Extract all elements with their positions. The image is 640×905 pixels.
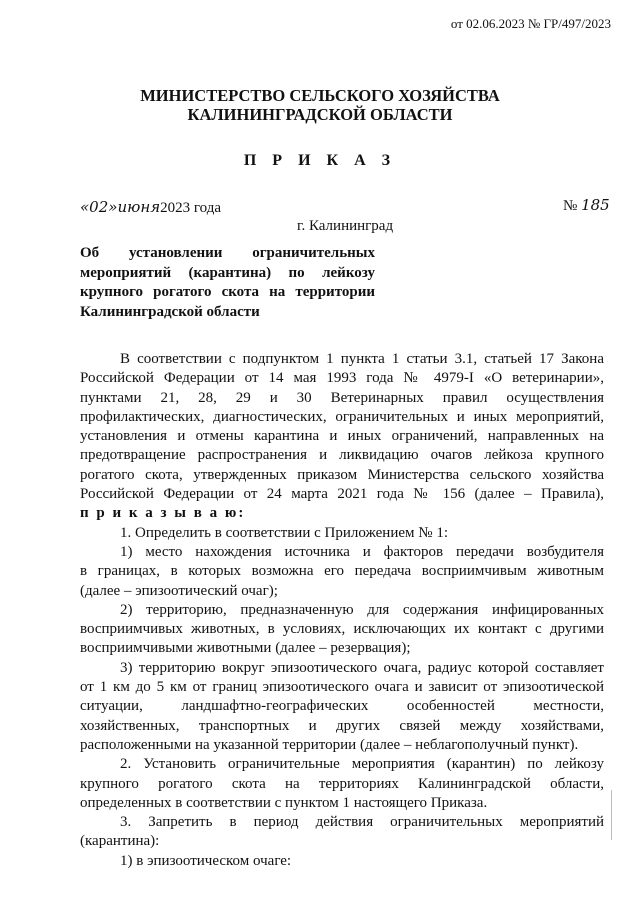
subject-line: Об установлении ограничительных [80,245,375,261]
item-2-line: крупного рогатого скота на территориях Калининградской области, [80,775,604,792]
item-1-3-line: 3) территорию вокруг эпизоотического очага, радиус которой составляет [120,659,604,676]
item-2-line: определенных в соответствии с пунктом 1 настоящего Приказа. [80,794,488,811]
prikazyvayu-word: п р и к а з ы в а ю: [80,505,246,522]
subject-line: Калининградской области [80,303,260,320]
item-1-3-line: ситуации, ландшафтно-географических особенностей местности, [80,698,604,715]
ministry-line-1: МИНИСТЕРСТВО СЕЛЬСКОГО ХОЗЯЙСТВА [140,86,500,105]
item-1-1-line: (далее – эпизоотический очаг); [80,582,278,599]
item-2-line: 2. Установить ограничительные мероприятия (карантин) по лейкозу [120,756,604,773]
document-reference: от 02.06.2023 № ГР/497/2023 [450,16,611,31]
order-title: П Р И К А З [243,152,397,169]
order-number-value: 185 [581,196,610,214]
paragraph-line: В соответствии с подпунктом 1 пункта 1 статьи 3.1, статьей 17 Закона [120,351,604,367]
item-1-1-line: в границах, в которых возможна его передача восприимчивым животным [80,563,604,580]
item-1-3-line: от 1 км до 5 км от границ эпизоотического очага и зависит от эпизоотической [80,679,604,696]
subject-line: мероприятий (карантина) по лейкозу [80,264,375,281]
subject-line: крупного рогатого скота на территории [80,284,375,300]
order-date [80,198,221,217]
order-number-prefix: № [563,198,578,214]
order-body [80,350,604,871]
order-number [563,196,610,215]
item-1-2-line: восприимчивыми животными (далее – резервация); [80,640,411,657]
item-3-line: (карантина): [80,833,160,850]
date-day: «02» [80,198,118,216]
item-1: 1. Определить в соответствии с Приложением № 1: [120,524,448,541]
paragraph-line: Российской Федерации от 14 мая 1993 года № 4979-I «О ветеринарии», [80,370,604,387]
paragraph-line: Российской Федерации от 24 марта 2021 года № 156 (далее – Правила), [80,486,604,503]
order-city: г. Калининград [297,218,394,234]
item-3-1: 1) в эпизоотическом очаге: [120,852,292,869]
item-1-1-line: 1) место нахождения источника и факторов передачи возбудителя [120,543,604,560]
item-3-line: 3. Запретить в период действия ограничительных мероприятий [120,814,604,831]
paragraph-line: пунктами 21, 28, 29 и 30 Ветеринарных правил осуществления [80,389,604,406]
item-1-3-line: расположенными на указанной территории (далее – неблагополучный пункт). [80,736,579,753]
scan-artifact-line [611,790,612,840]
date-year: 2023 года [160,200,222,216]
paragraph-line: предотвращение распространения и ликвидацию очагов лейкоза крупного [80,447,604,464]
ministry-header [0,86,640,124]
item-1-3-line: хозяйственных, транспортных и других связей между хозяйствами, [80,717,604,734]
paragraph-line: установления и отмены карантина и иных ограничений, направленных на [80,428,604,445]
paragraph-line: профилактических, диагностических, ограничительных и иных мероприятий, [80,408,604,425]
date-month: июня [117,198,161,216]
item-1-2-line: 2) территорию, предназначенную для содержания инфицированных [120,601,604,618]
ministry-line-2: КАЛИНИНГРАДСКОЙ ОБЛАСТИ [187,105,453,124]
order-subject [80,244,375,322]
paragraph-line: рогатого скота, утвержденных приказом Министерства сельского хозяйства [80,466,604,483]
item-1-2-line: восприимчивых животных, в условиях, исключающих их контакт с другими [80,621,604,638]
